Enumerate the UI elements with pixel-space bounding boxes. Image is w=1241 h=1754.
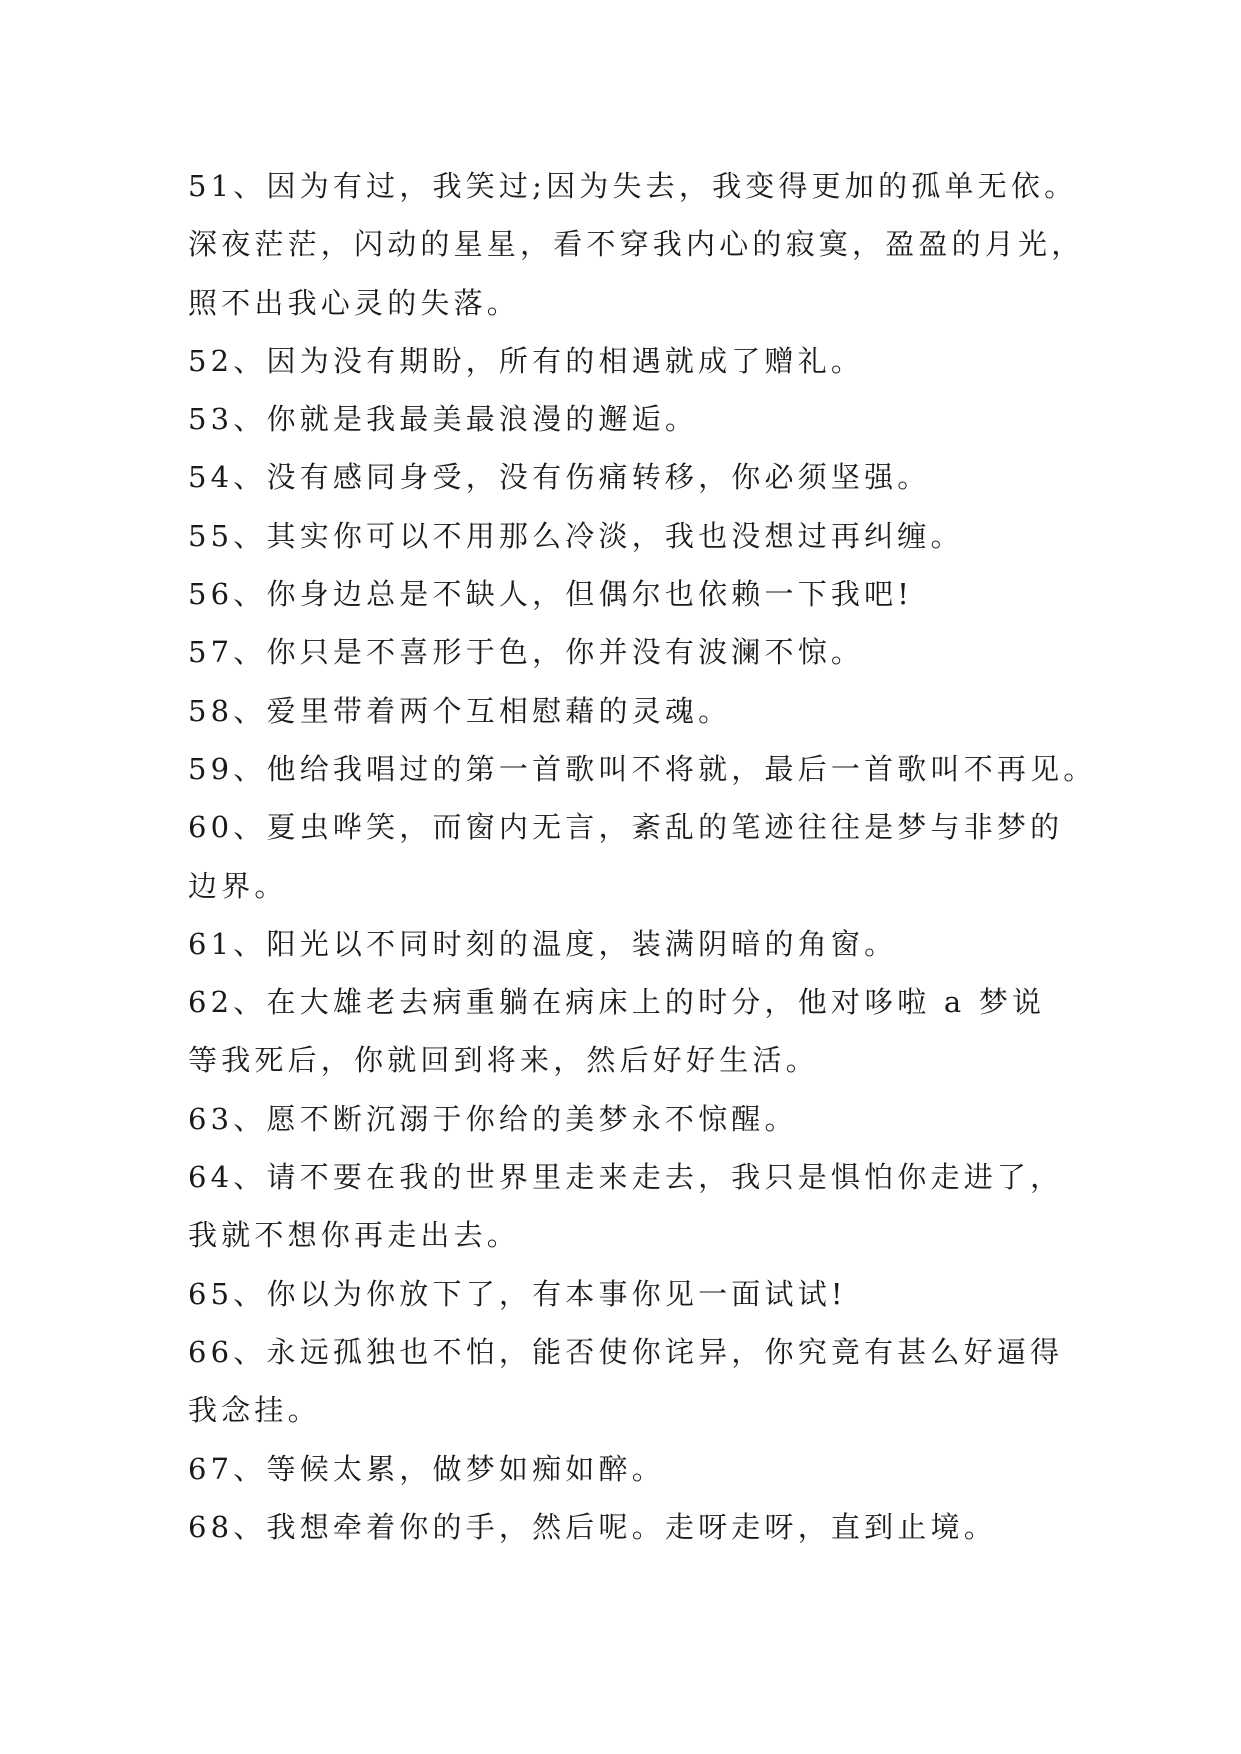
text-line: 54、没有感同身受，没有伤痛转移，你必须坚强。 [188, 460, 931, 495]
text-line: 照不出我心灵的失落。 [188, 285, 521, 320]
text-line: 62、在大雄老去病重躺在病床上的时分，他对哆啦 a 梦说 [188, 985, 1046, 1020]
text-line: 我念挂。 [188, 1393, 321, 1428]
text-line: 边界。 [188, 868, 288, 903]
text-line: 67、等候太累，做梦如痴如醉。 [188, 1451, 665, 1486]
text-line: 59、他给我唱过的第一首歌叫不将就，最后一首歌叫不再见。 [188, 751, 1097, 786]
text-line: 52、因为没有期盼，所有的相遇就成了赠礼。 [188, 343, 865, 378]
text-line: 56、你身边总是不缺人，但偶尔也依赖一下我吧! [188, 577, 914, 612]
text-line: 等我死后，你就回到将来，然后好好生活。 [188, 1043, 819, 1078]
text-line: 61、阳光以不同时刻的温度，装满阴暗的角窗。 [188, 926, 898, 961]
text-line: 64、请不要在我的世界里走来走去，我只是惧怕你走进了， [188, 1160, 1064, 1195]
text-line: 53、你就是我最美最浪漫的邂逅。 [188, 402, 699, 437]
text-line: 55、其实你可以不用那么冷淡，我也没想过再纠缠。 [188, 518, 964, 553]
text-line: 深夜茫茫，闪动的星星，看不穿我内心的寂寞，盈盈的月光， [188, 227, 1085, 262]
text-line: 60、夏虫哗笑，而窗内无言，紊乱的笔迹往往是梦与非梦的 [188, 810, 1064, 845]
text-line: 51、因为有过，我笑过;因为失去，我变得更加的孤单无依。 [188, 169, 1078, 203]
text-line: 63、愿不断沉溺于你给的美梦永不惊醒。 [188, 1101, 798, 1136]
text-line: 我就不想你再走出去。 [188, 1218, 521, 1253]
text-line: 65、你以为你放下了，有本事你见一面试试! [188, 1276, 847, 1311]
text-line: 66、永远孤独也不怕，能否使你诧异，你究竟有甚么好逼得 [188, 1334, 1064, 1369]
text-line: 68、我想牵着你的手，然后呢。走呀走呀，直到止境。 [188, 1509, 997, 1544]
text-line: 58、爱里带着两个互相慰藉的灵魂。 [188, 693, 732, 728]
document-body [188, 157, 1108, 1556]
text-line: 57、你只是不喜形于色，你并没有波澜不惊。 [188, 635, 865, 670]
